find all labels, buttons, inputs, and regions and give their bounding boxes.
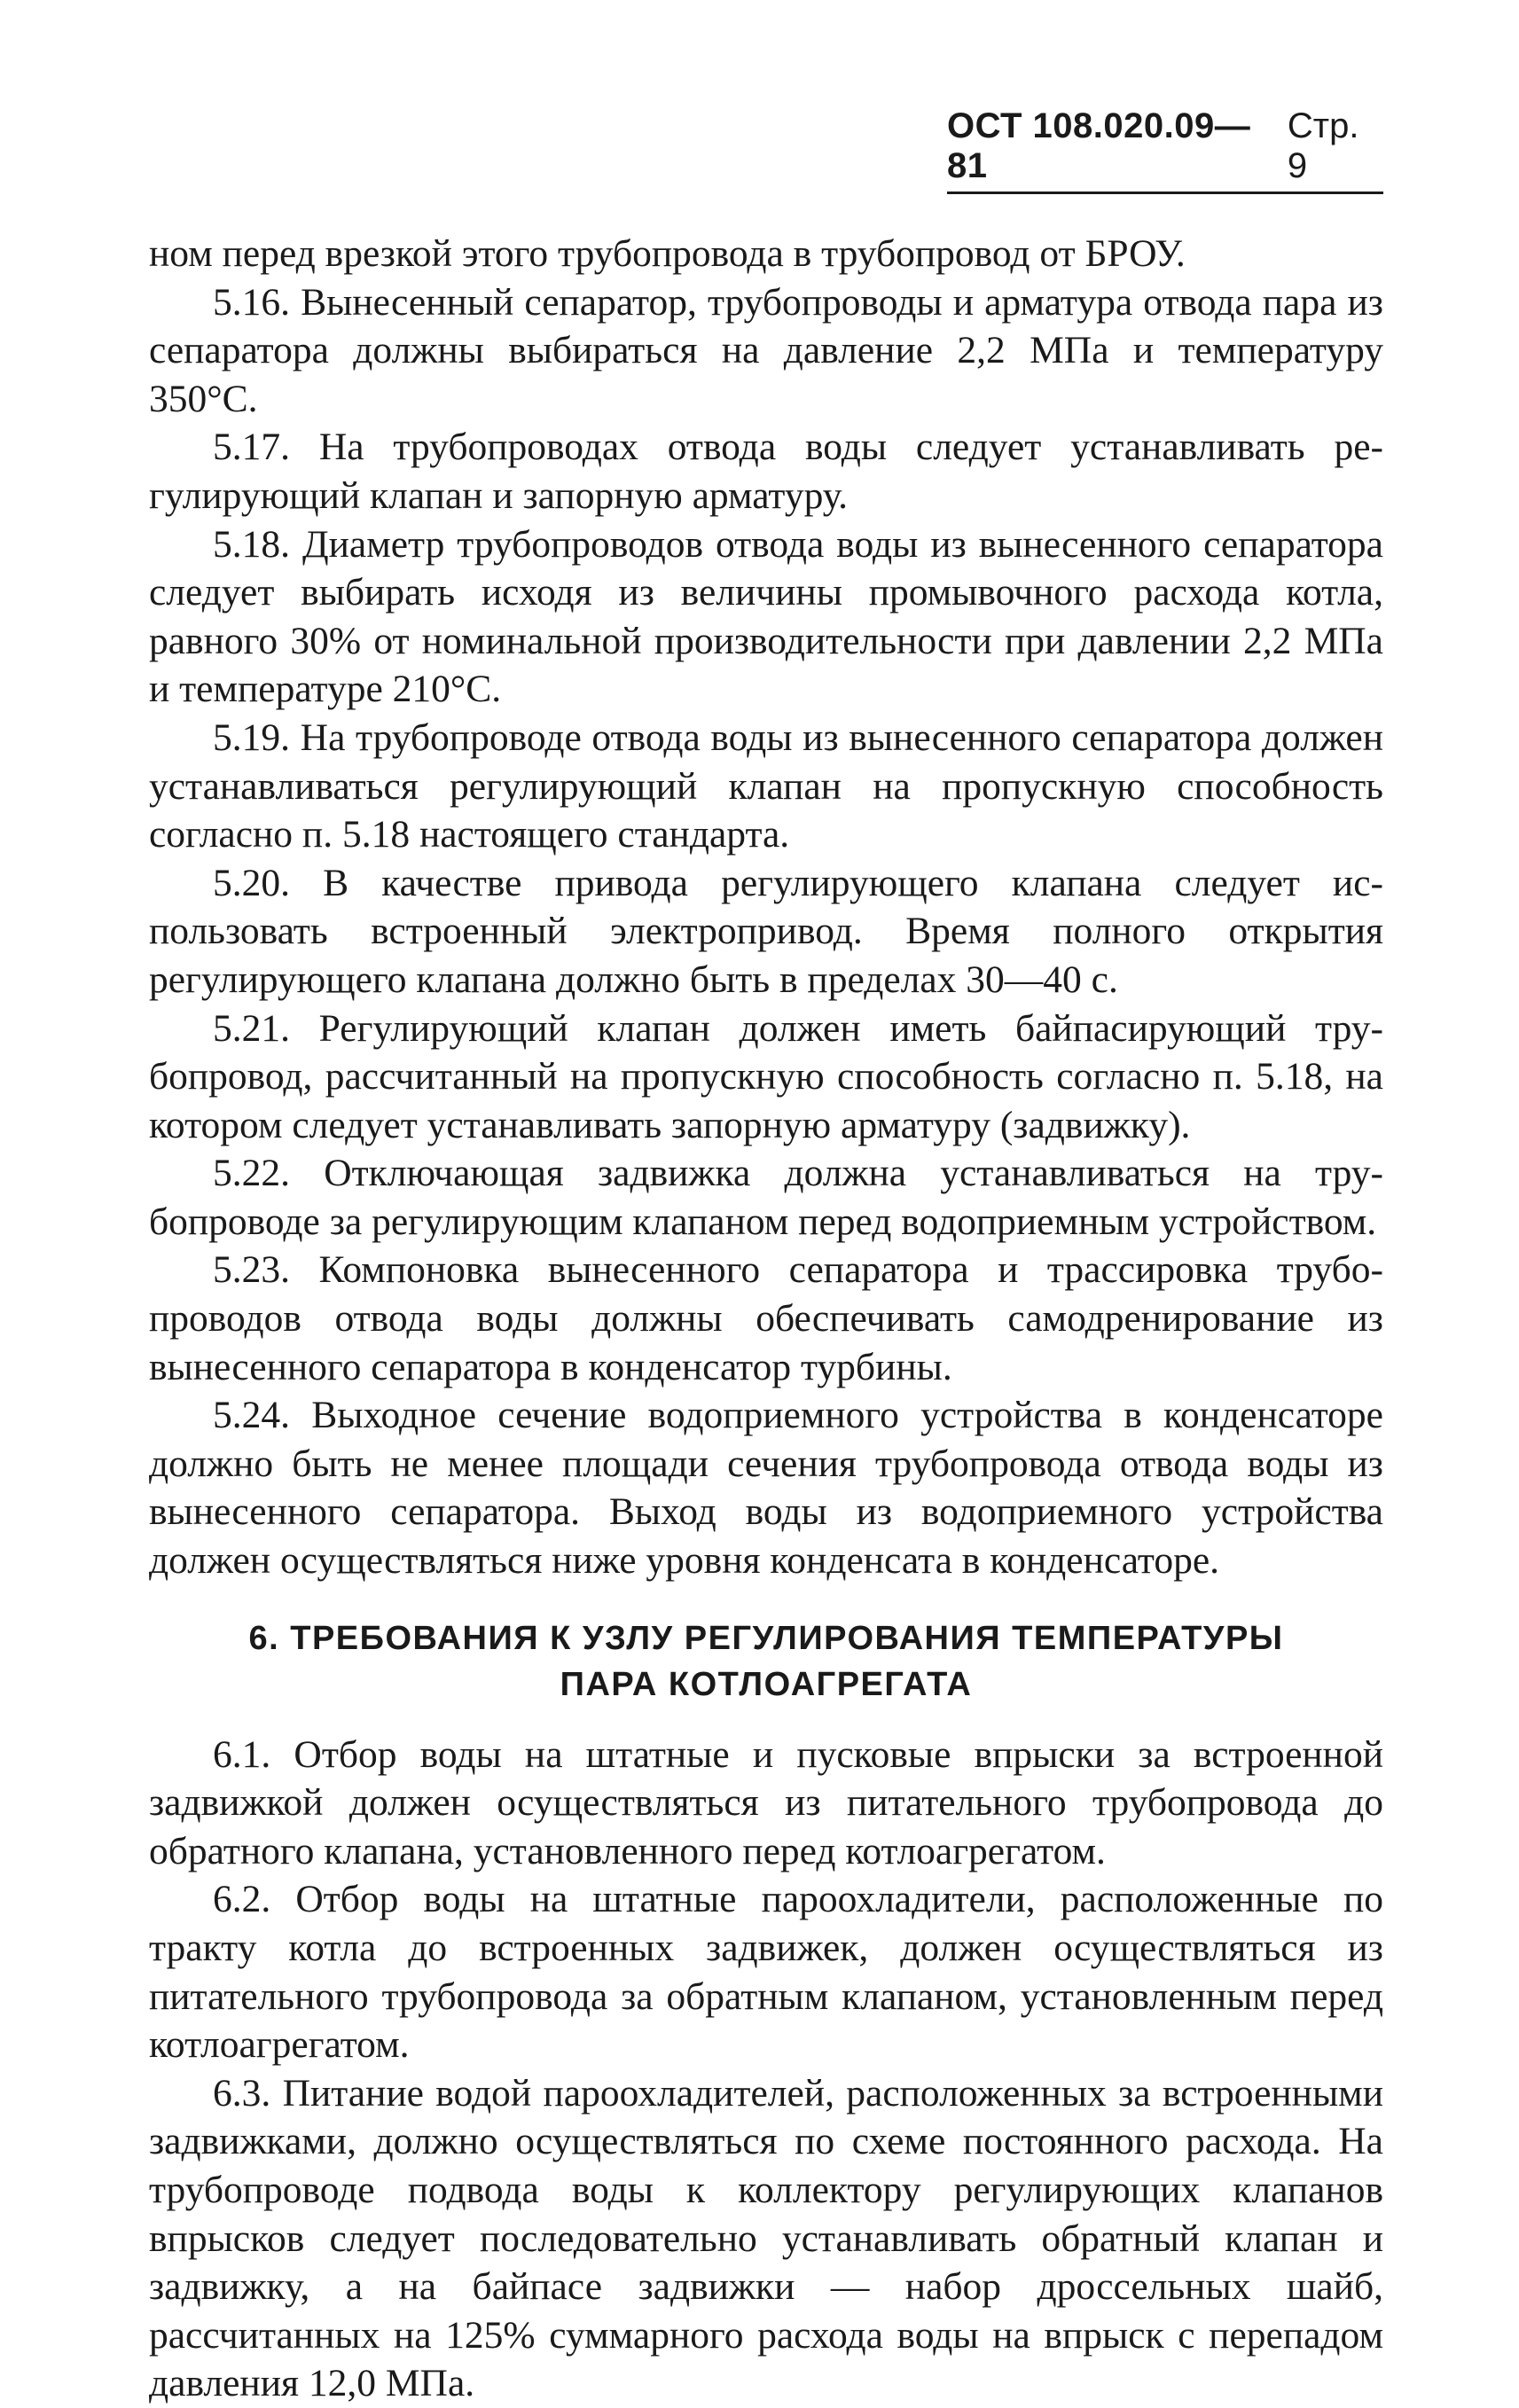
paragraph: 5.24. Выходное сечение водоприемного устройства в конденсаторе должно быть не менее площади сечения трубопровода отвода воды из вынесенного сепаратора. Выход воды из водоприемного устройства должен осуществляться ниже уровня конденсата в конденсаторе. — [149, 1394, 1383, 1583]
paragraph: 5.22. Отключающая задвижка должна устанавливаться на трубопроводе за регулирующим клапаном перед водоприемным устройством. — [149, 1152, 1383, 1243]
paragraph: 5.18. Диаметр трубопроводов отвода воды из вынесенного сепаратора следует выбирать исходя из величины промывочного расхода котла, равного 30% от номинальной производительности при давлении 2,2 МПа и температуре 210°С. — [149, 522, 1383, 711]
paragraph: 5.16. Вынесенный сепаратор, трубопроводы и арматура отвода пара из сепаратора должны выбираться на давление 2,2 МПа и температуру 350°С. — [149, 280, 1383, 420]
paragraph: 5.23. Компоновка вынесенного сепаратора и трассировка трубопроводов отвода воды должны обеспечивать самодренирование из вынесенного сепаратора в конденсатор турбины. — [149, 1248, 1383, 1388]
document-page — [149, 106, 1383, 2408]
section-heading-line-2: ПАРА КОТЛОАГРЕГАТА — [560, 1665, 973, 1703]
paragraph: 6.1. Отбор воды на штатные и пусковые впрыски за встроенной задвижкой должен осуществляться из питательного трубопровода до обратного клапана, установленного перед котлоагрегатом. — [149, 1732, 1383, 1872]
document-body — [149, 230, 1383, 2408]
standard-number: ОСТ 108.020.09—81 — [947, 106, 1251, 185]
page-header — [947, 106, 1383, 194]
paragraph: ном перед врезкой этого трубопровода в трубопровод от БРОУ. — [149, 232, 1186, 275]
paragraph: 6.3. Питание водой пароохладителей, расположенных за встроенными задвижками, должно осуществляться по схеме постоянного расхода. На трубопроводе подвода воды к коллектору регулирующих клапанов впрысков следует последовательно устанавливать обратный клапан и задвижку, а на байпасе задвижки — набор дроссельных шайб, рассчитанных на 125% суммарного расхода воды на впрыск с перепадом давления 12,0 МПа. — [149, 2071, 1383, 2405]
paragraph: 6.2. Отбор воды на штатные пароохладители, расположенные по тракту котла до встроенных задвижек, должен осуществляться из питательного трубопровода за обратным клапаном, установленным перед котлоагрегатом. — [149, 1878, 1383, 2067]
section-5-continuation — [149, 230, 1383, 1585]
section-heading-line-1: 6. ТРЕБОВАНИЯ К УЗЛУ РЕГУЛИРОВАНИЯ ТЕМПЕРАТУРЫ — [248, 1619, 1284, 1657]
paragraph: 5.21. Регулирующий клапан должен иметь байпасирующий трубопровод, рассчитанный на пропускную способность согласно п. 5.18, на котором следует устанавливать запорную арматуру (задвижку). — [149, 1006, 1383, 1146]
paragraph: 5.20. В качестве привода регулирующего клапана следует использовать встроенный электропривод. Время полного открытия регулирующего клапана должно быть в пределах 30—40 с. — [149, 861, 1383, 1001]
paragraph: 5.17. На трубопроводах отвода воды следует устанавливать регулирующий клапан и запорную арматуру. — [149, 426, 1383, 517]
section-heading — [149, 1615, 1383, 1708]
paragraph: 5.19. На трубопроводе отвода воды из вынесенного сепаратора должен устанавливаться регулирующий клапан на пропускную способность согласно п. 5.18 настоящего стандарта. — [149, 715, 1383, 856]
page-number: Стр. 9 — [1287, 106, 1359, 185]
section-6-body — [149, 1731, 1383, 2408]
